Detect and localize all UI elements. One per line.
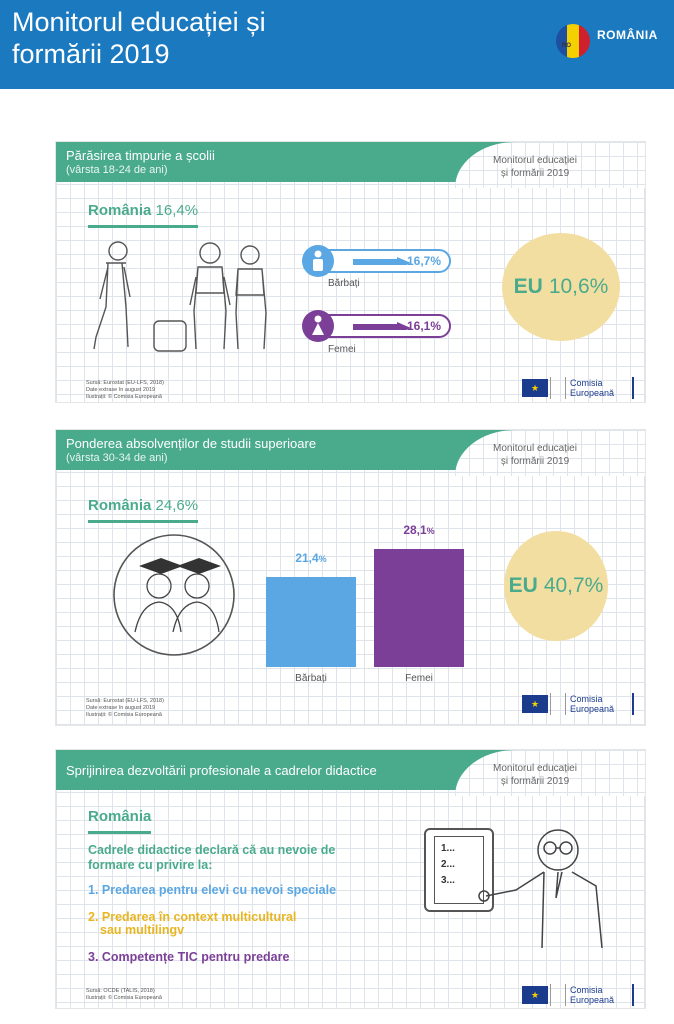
eu-flag-icon: ★ bbox=[522, 986, 548, 1004]
eu-label: EU bbox=[513, 275, 543, 298]
source-note bbox=[86, 698, 164, 719]
graduates-illustration bbox=[111, 532, 237, 658]
monitor-line-1: Monitorul educației bbox=[493, 443, 577, 454]
need-item-text: 2. Predarea în context multicultural bbox=[88, 910, 297, 924]
source-line: Date extrase în august 2019 bbox=[86, 387, 156, 393]
country-value: 16,4% bbox=[155, 202, 199, 219]
lead-text: Cadrele didactice declară că au nevoie de formare cu privire la: bbox=[88, 843, 336, 872]
ec-line-2: Europeană bbox=[570, 388, 615, 398]
monitor-line-2: și formării 2019 bbox=[500, 776, 570, 787]
page-title-line-1: Monitorul educației și bbox=[12, 7, 266, 37]
ec-line-2: Europeană bbox=[570, 995, 615, 1005]
ec-line-2: Europeană bbox=[570, 704, 615, 714]
need-item-text: sau multilingv bbox=[100, 923, 185, 937]
source-line: Ilustrații: © Comisia Europeană bbox=[86, 712, 162, 718]
country-name: ROMÂNIA bbox=[597, 28, 658, 42]
source-line: Date extrase în august 2019 bbox=[86, 705, 156, 711]
page-header bbox=[0, 0, 674, 89]
country-value-label bbox=[88, 497, 198, 523]
man-icon bbox=[302, 245, 334, 277]
romania-flag-icon bbox=[556, 24, 590, 58]
building-icon bbox=[550, 377, 566, 399]
card-subtitle: (vârsta 18-24 de ani) bbox=[66, 164, 168, 176]
tertiary-attainment-card bbox=[55, 429, 646, 726]
card-title: Sprijinirea dezvoltării profesionale a cadrelor didactice bbox=[66, 763, 377, 778]
source-line: Ilustrații: © Comisia Europeană bbox=[86, 995, 162, 1001]
bar-women bbox=[374, 549, 464, 667]
source-line: Sursă: Eurostat (EU-LFS, 2018) bbox=[86, 698, 164, 704]
country-label bbox=[88, 808, 151, 834]
women-label: Femei bbox=[328, 344, 356, 355]
monitor-label bbox=[480, 442, 590, 468]
bar-value-label: 21,4% bbox=[295, 551, 327, 566]
country-value: 24,6% bbox=[155, 497, 199, 514]
eu-flag-icon: ★ bbox=[522, 695, 548, 713]
need-item-1 bbox=[88, 884, 388, 897]
teacher-illustration bbox=[446, 820, 616, 950]
building-icon bbox=[550, 984, 566, 1006]
need-item-2 bbox=[88, 911, 388, 937]
source-note bbox=[86, 380, 164, 401]
source-line: Ilustrații: © Comisia Europeană bbox=[86, 394, 162, 400]
early-school-leaving-card bbox=[55, 141, 646, 403]
page-title bbox=[12, 6, 266, 70]
flag-code: RO bbox=[562, 43, 571, 49]
board-line: 1... bbox=[441, 843, 455, 854]
european-commission-logo bbox=[522, 693, 634, 717]
european-commission-logo bbox=[522, 984, 634, 1008]
country-value-label bbox=[88, 202, 198, 228]
bar-value-label: 28,1% bbox=[403, 522, 435, 537]
monitor-line-1: Monitorul educației bbox=[493, 155, 577, 166]
eu-value: 40,7% bbox=[543, 574, 604, 597]
monitor-label bbox=[480, 154, 590, 180]
country-name: România bbox=[88, 202, 152, 219]
logo-bar bbox=[632, 693, 634, 715]
monitor-line-1: Monitorul educației bbox=[493, 763, 577, 774]
bar-category-label: Femei bbox=[405, 673, 433, 684]
monitor-line-2: și formării 2019 bbox=[500, 456, 570, 467]
source-line: Sursă: OCDE (TALIS, 2018) bbox=[86, 988, 155, 994]
card-title: Părăsirea timpurie a școlii bbox=[66, 148, 215, 163]
women-value: 16,1% bbox=[406, 319, 441, 333]
monitor-line-2: și formării 2019 bbox=[500, 168, 570, 179]
eu-average-circle bbox=[502, 233, 620, 341]
men-label: Bărbați bbox=[328, 278, 360, 289]
board-line: 3... bbox=[441, 875, 455, 886]
logo-bar bbox=[632, 377, 634, 399]
eu-average-circle bbox=[504, 531, 608, 641]
source-line: Sursă: Eurostat (EU-LFS, 2018) bbox=[86, 380, 164, 386]
logo-bar bbox=[632, 984, 634, 1006]
need-item-text: 1. Predarea pentru elevi cu nevoi speciale bbox=[88, 883, 337, 897]
european-commission-logo bbox=[522, 377, 634, 401]
men-value: 16,7% bbox=[406, 254, 441, 268]
source-note bbox=[86, 988, 162, 1002]
bar-category-label: Bărbați bbox=[295, 673, 327, 684]
page-title-line-2: formării 2019 bbox=[12, 39, 170, 69]
card-title: Ponderea absolvenților de studii superioare bbox=[66, 436, 317, 451]
need-item-3 bbox=[88, 951, 388, 964]
eu-label: EU bbox=[508, 574, 538, 597]
ec-line-1: Comisia bbox=[570, 378, 603, 388]
arrow-right-icon bbox=[353, 322, 413, 330]
eu-flag-icon: ★ bbox=[522, 379, 548, 397]
ec-line-1: Comisia bbox=[570, 694, 603, 704]
woman-icon bbox=[302, 310, 334, 342]
teacher-development-card bbox=[55, 749, 646, 1009]
eu-value: 10,6% bbox=[548, 275, 609, 298]
monitor-label bbox=[480, 762, 590, 788]
card-subtitle: (vârsta 30-34 de ani) bbox=[66, 452, 168, 464]
country-name: România bbox=[88, 808, 152, 825]
board-line: 2... bbox=[441, 859, 455, 870]
bar-men bbox=[266, 577, 356, 667]
students-illustration bbox=[86, 237, 276, 357]
country-name: România bbox=[88, 497, 152, 514]
ec-line-1: Comisia bbox=[570, 985, 603, 995]
arrow-right-icon bbox=[353, 257, 413, 265]
building-icon bbox=[550, 693, 566, 715]
need-item-text: 3. Competențe TIC pentru predare bbox=[88, 950, 290, 964]
